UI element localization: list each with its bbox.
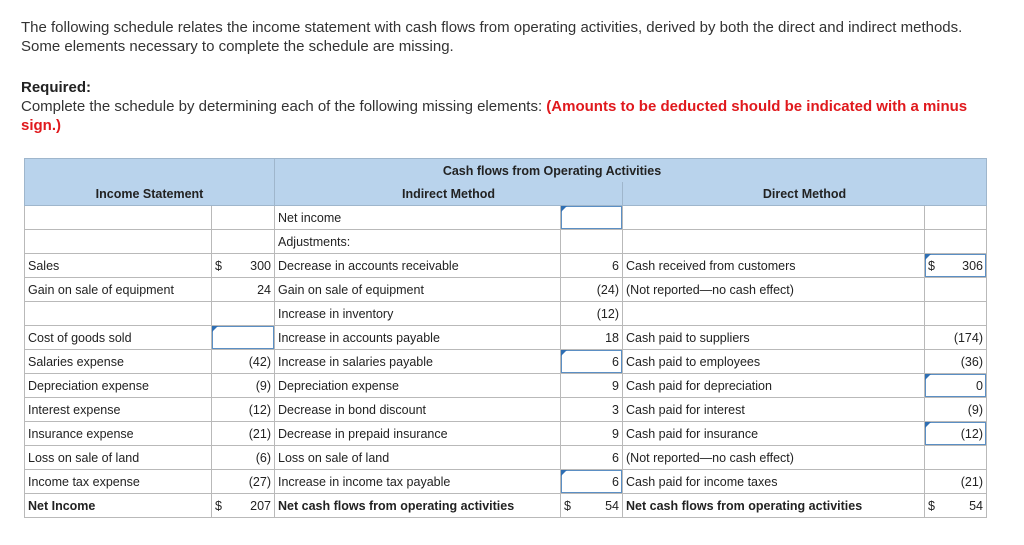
currency-symbol: $ <box>928 498 935 513</box>
table-row <box>25 494 987 518</box>
is-amount-r9 <box>212 422 275 446</box>
is-amount-r6 <box>212 350 275 374</box>
amount-value: 6 <box>612 450 619 465</box>
is-label-r5: Cost of goods sold <box>25 326 212 350</box>
dir-amount-r12 <box>925 494 987 518</box>
amount-value: 6 <box>612 354 619 369</box>
currency-symbol: $ <box>215 258 222 273</box>
amount-value: 54 <box>605 498 619 513</box>
amount-value: (42) <box>248 354 271 369</box>
dir-amount-input-r9[interactable] <box>925 422 987 446</box>
amount-value: 0 <box>976 378 983 393</box>
ind-label-r5: Increase in accounts payable <box>275 326 561 350</box>
table-row <box>25 230 987 254</box>
dir-label-r12: Net cash flows from operating activities <box>623 494 925 518</box>
required-heading: Required: <box>21 79 92 96</box>
ind-amount-input-r6[interactable] <box>561 350 623 374</box>
direct-method-header: Direct Method <box>623 182 987 206</box>
amount-value: (27) <box>248 474 271 489</box>
ind-label-r4: Increase in inventory <box>275 302 561 326</box>
amount-value: (12) <box>248 402 271 417</box>
dir-amount-r5 <box>925 326 987 350</box>
amount-value: 54 <box>969 498 983 513</box>
ind-amount-r5 <box>561 326 623 350</box>
dir-amount-r10 <box>925 446 987 470</box>
ind-label-r8: Decrease in bond discount <box>275 398 561 422</box>
dir-amount-r11 <box>925 470 987 494</box>
is-label-r4 <box>25 302 212 326</box>
dir-label-r5: Cash paid to suppliers <box>623 326 925 350</box>
is-amount-r0 <box>212 206 275 230</box>
is-amount-r4 <box>212 302 275 326</box>
required-section <box>21 78 1006 135</box>
amount-value: (174) <box>953 330 983 345</box>
is-amount-r2 <box>212 254 275 278</box>
dir-label-r1 <box>623 230 925 254</box>
amount-value: (9) <box>967 402 983 417</box>
ind-amount-r12 <box>561 494 623 518</box>
required-text: Complete the schedule by determining each of the following missing elements: <box>21 98 547 115</box>
amount-value: 300 <box>250 258 271 273</box>
indirect-method-header: Indirect Method <box>275 182 623 206</box>
is-label-r7: Depreciation expense <box>25 374 212 398</box>
ind-amount-r1 <box>561 230 623 254</box>
dir-label-r9: Cash paid for insurance <box>623 422 925 446</box>
ind-amount-r10 <box>561 446 623 470</box>
table-row <box>25 278 987 302</box>
dir-label-r4 <box>623 302 925 326</box>
ind-label-r3: Gain on sale of equipment <box>275 278 561 302</box>
ind-label-r1: Adjustments: <box>275 230 561 254</box>
is-amount-r1 <box>212 230 275 254</box>
is-amount-r10 <box>212 446 275 470</box>
is-label-r2: Sales <box>25 254 212 278</box>
ind-label-r9: Decrease in prepaid insurance <box>275 422 561 446</box>
is-label-r11: Income tax expense <box>25 470 212 494</box>
table-row <box>25 422 987 446</box>
income-statement-header: Income Statement <box>25 182 275 206</box>
is-label-r6: Salaries expense <box>25 350 212 374</box>
dir-amount-input-r7[interactable] <box>925 374 987 398</box>
table-row <box>25 350 987 374</box>
is-label-r8: Interest expense <box>25 398 212 422</box>
ind-label-r10: Loss on sale of land <box>275 446 561 470</box>
amount-value: 3 <box>612 402 619 417</box>
dir-amount-input-r2[interactable] <box>925 254 987 278</box>
is-amount-r3 <box>212 278 275 302</box>
dir-label-r0 <box>623 206 925 230</box>
is-amount-input-r5[interactable] <box>212 326 275 350</box>
ind-amount-r3 <box>561 278 623 302</box>
is-label-r1 <box>25 230 212 254</box>
table-row <box>25 374 987 398</box>
amount-value: 9 <box>612 378 619 393</box>
dir-amount-r3 <box>925 278 987 302</box>
is-label-r12: Net Income <box>25 494 212 518</box>
dir-label-r10: (Not reported—no cash effect) <box>623 446 925 470</box>
dir-amount-r0 <box>925 206 987 230</box>
required-note: (Amounts to be deducted should be indicated with a minus sign.) <box>21 98 968 134</box>
dir-label-r7: Cash paid for depreciation <box>623 374 925 398</box>
table-row <box>25 446 987 470</box>
ind-amount-r2 <box>561 254 623 278</box>
ind-label-r12: Net cash flows from operating activities <box>275 494 561 518</box>
dir-label-r6: Cash paid to employees <box>623 350 925 374</box>
amount-value: (9) <box>255 378 271 393</box>
currency-symbol: $ <box>564 498 571 513</box>
amount-value: (36) <box>960 354 983 369</box>
is-amount-r12 <box>212 494 275 518</box>
ind-label-r2: Decrease in accounts receivable <box>275 254 561 278</box>
ind-label-r11: Increase in income tax payable <box>275 470 561 494</box>
ind-label-r7: Depreciation expense <box>275 374 561 398</box>
amount-value: (21) <box>248 426 271 441</box>
amount-value: 6 <box>612 474 619 489</box>
amount-value: (21) <box>960 474 983 489</box>
ind-amount-r9 <box>561 422 623 446</box>
currency-symbol: $ <box>215 498 222 513</box>
ind-amount-r8 <box>561 398 623 422</box>
dir-label-r3: (Not reported—no cash effect) <box>623 278 925 302</box>
table-row <box>25 470 987 494</box>
ind-amount-input-r0[interactable] <box>561 206 623 230</box>
dir-amount-r6 <box>925 350 987 374</box>
amount-value: 6 <box>612 258 619 273</box>
table-row <box>25 398 987 422</box>
ind-amount-r4 <box>561 302 623 326</box>
ind-amount-r7 <box>561 374 623 398</box>
amount-value: (12) <box>960 426 983 441</box>
is-amount-r11 <box>212 470 275 494</box>
dir-amount-r4 <box>925 302 987 326</box>
table-row <box>25 254 987 278</box>
amount-value: (6) <box>255 450 271 465</box>
is-label-r3: Gain on sale of equipment <box>25 278 212 302</box>
dir-label-r8: Cash paid for interest <box>623 398 925 422</box>
amount-value: 9 <box>612 426 619 441</box>
header-row <box>25 182 987 206</box>
header-row-top <box>25 159 987 183</box>
ind-label-r0: Net income <box>275 206 561 230</box>
dir-label-r2: Cash received from customers <box>623 254 925 278</box>
ind-amount-input-r11[interactable] <box>561 470 623 494</box>
amount-value: 306 <box>962 258 983 273</box>
intro-text: The following schedule relates the income statement with cash flows from operating activities, derived by both the direct and indirect methods. Some elements necessary to complete the schedule are missing. <box>21 19 963 55</box>
dir-amount-r8 <box>925 398 987 422</box>
schedule-table <box>24 158 987 518</box>
table-row <box>25 206 987 230</box>
dir-amount-r1 <box>925 230 987 254</box>
is-label-r0 <box>25 206 212 230</box>
amount-value: 24 <box>257 282 271 297</box>
is-label-r9: Insurance expense <box>25 422 212 446</box>
amount-value: (12) <box>596 306 619 321</box>
cash-flows-header: Cash flows from Operating Activities <box>275 159 987 183</box>
table-row <box>25 326 987 350</box>
dir-label-r11: Cash paid for income taxes <box>623 470 925 494</box>
amount-value: 18 <box>605 330 619 345</box>
ind-label-r6: Increase in salaries payable <box>275 350 561 374</box>
is-amount-r7 <box>212 374 275 398</box>
is-amount-r8 <box>212 398 275 422</box>
is-label-r10: Loss on sale of land <box>25 446 212 470</box>
table-row <box>25 302 987 326</box>
amount-value: (24) <box>596 282 619 297</box>
currency-symbol: $ <box>928 258 935 273</box>
amount-value: 207 <box>250 498 271 513</box>
